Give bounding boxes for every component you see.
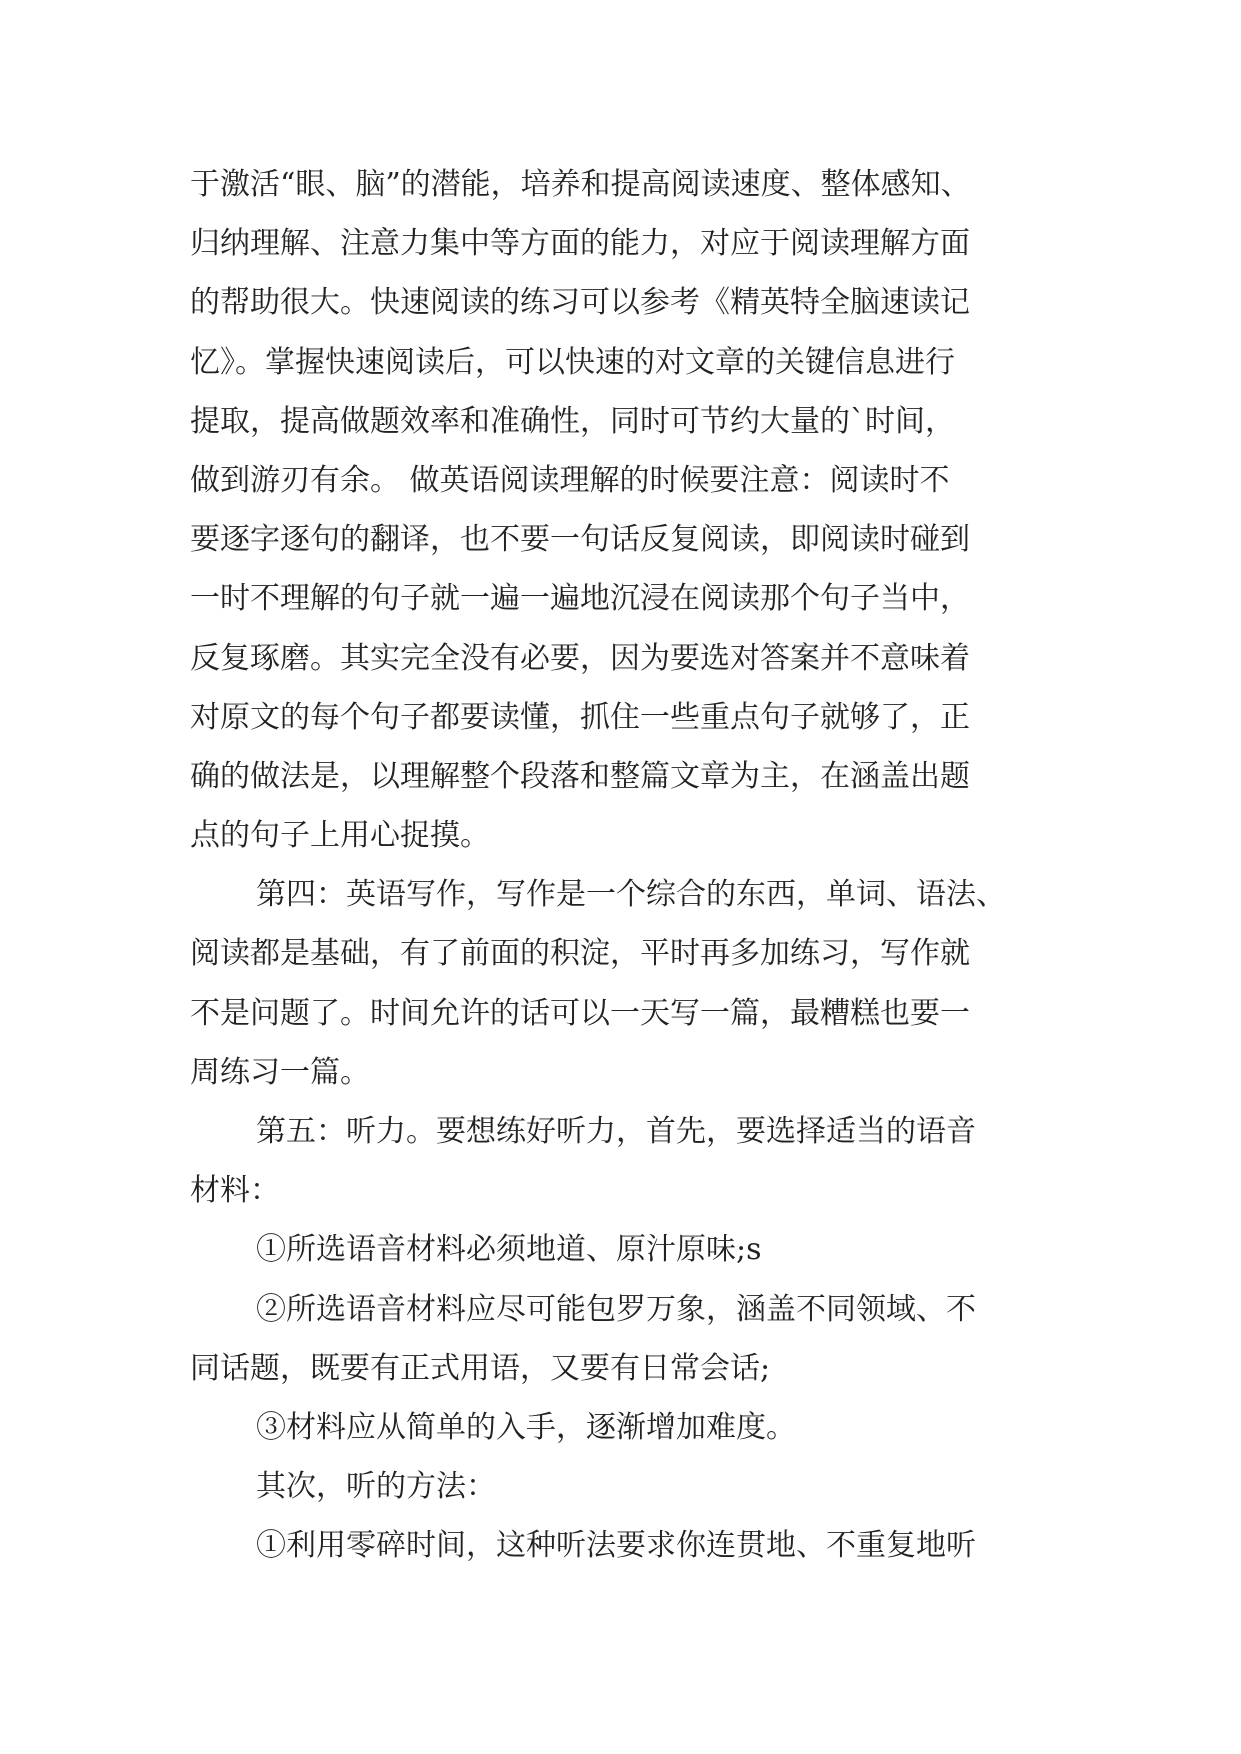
text-line-15: 不是问题了。时间允许的话可以一天写一篇，最糟糕也要一: [190, 995, 970, 1031]
text-line-4: 忆》。掌握快速阅读后，可以快速的对文章的关键信息进行: [190, 344, 955, 380]
list-item-1: ①所选语音材料必须地道、原汁原味;s: [256, 1232, 762, 1268]
text-line-14: 阅读都是基础，有了前面的积淀，平时再多加练习，写作就: [190, 936, 970, 972]
text-line-16: 周练习一篇。: [190, 1054, 370, 1090]
text-line-21: 同话题，既要有正式用语，又要有日常会话;: [190, 1350, 771, 1386]
text-line-8: 一时不理解的句子就一遍一遍地沉浸在阅读那个句子当中，: [190, 581, 970, 617]
list-item-2: ②所选语音材料应尽可能包罗万象，涵盖不同领域、不: [256, 1291, 976, 1327]
paragraph-writing-heading: 第四：英语写作，写作是一个综合的东西，单词、语法、: [256, 877, 1006, 913]
document-body: [190, 155, 1060, 1576]
text-line-18: 材料：: [190, 1173, 280, 1209]
method-item-1: ①利用零碎时间，这种听法要求你连贯地、不重复地听: [256, 1528, 976, 1564]
text-line-7: 要逐字逐句的翻译，也不要一句话反复阅读，即阅读时碰到: [190, 522, 970, 558]
paragraph-method-heading: 其次，听的方法：: [256, 1469, 496, 1505]
paragraph-listening-heading: 第五：听力。要想练好听力，首先，要选择适当的语音: [256, 1114, 976, 1149]
text-line-11: 确的做法是，以理解整个段落和整篇文章为主，在涵盖出题: [190, 758, 970, 794]
text-line-9: 反复琢磨。其实完全没有必要，因为要选对答案并不意味着: [190, 640, 970, 676]
text-line-1: 于激活“眼、脑”的潜能，培养和提高阅读速度、整体感知、: [190, 167, 971, 202]
text-line-6: 做到游刃有余。 做英语阅读理解的时候要注意：阅读时不: [190, 462, 950, 498]
text-line-3: 的帮助很大。快速阅读的练习可以参考《精英特全脑速读记: [190, 285, 970, 321]
text-line-10: 对原文的每个句子都要读懂，抓住一些重点句子就够了，正: [190, 699, 970, 735]
text-line-2: 归纳理解、注意力集中等方面的能力，对应于阅读理解方面: [190, 226, 970, 262]
list-item-3: ③材料应从简单的入手，逐渐增加难度。: [256, 1409, 796, 1445]
text-line-12: 点的句子上用心捉摸。: [190, 818, 490, 854]
text-line-5: 提取，提高做题效率和准确性，同时可节约大量的`时间，: [190, 403, 955, 439]
